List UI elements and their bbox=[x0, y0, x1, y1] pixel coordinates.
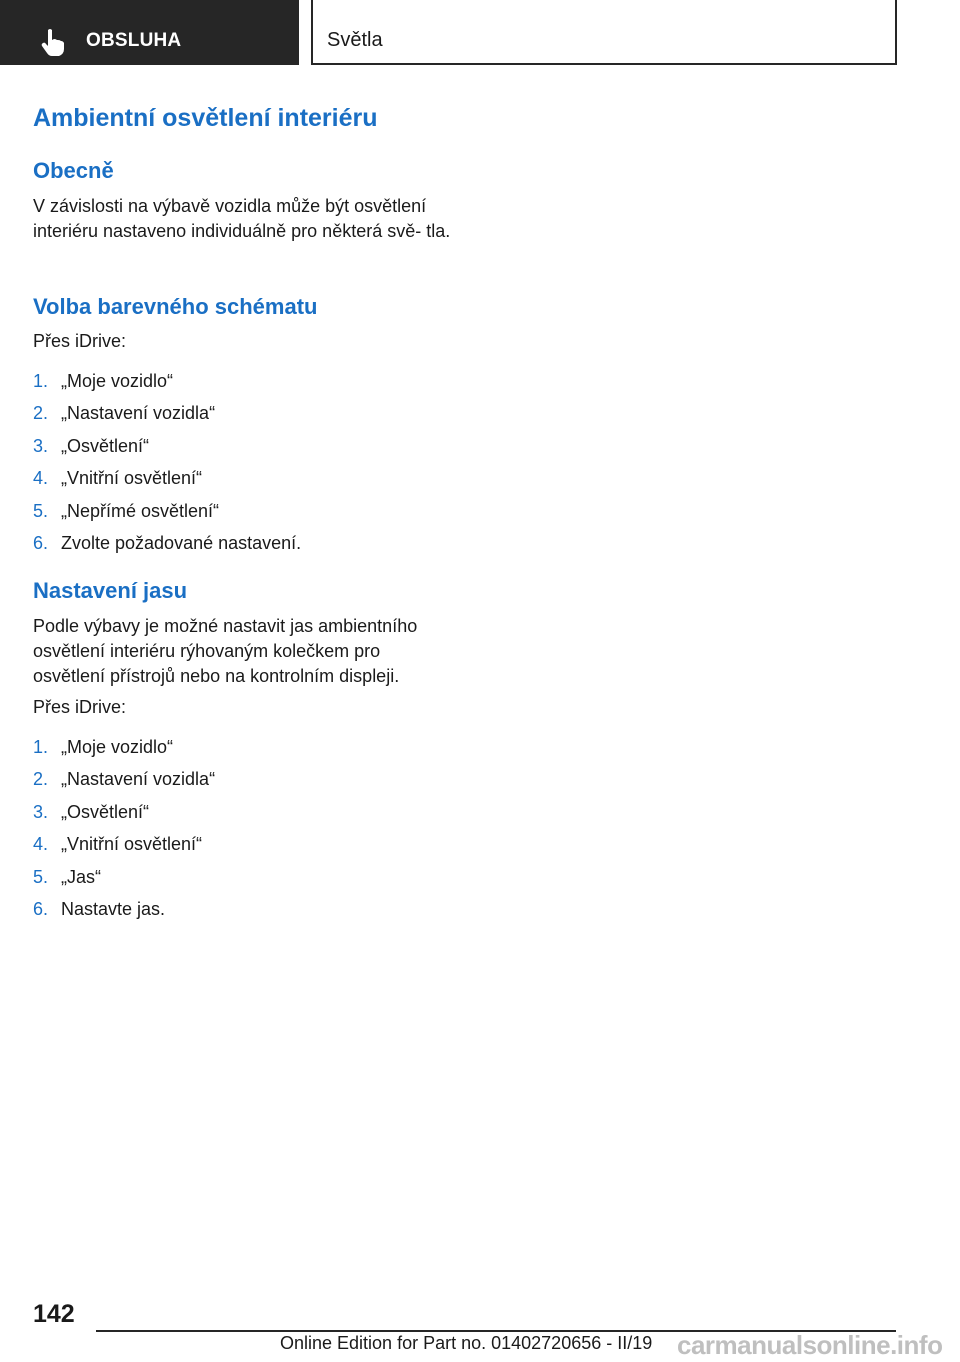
chapter-title: Světla bbox=[327, 29, 383, 51]
brightness-steps bbox=[33, 736, 453, 930]
list-item: 5. „Jas“ bbox=[33, 866, 101, 887]
page-title: Ambientní osvětlení interiéru bbox=[33, 104, 378, 132]
list-item: 2. „Nastavení vozidla“ bbox=[33, 403, 216, 424]
chapter-tab bbox=[311, 0, 897, 65]
list-item: 6. Zvolte požadované nastavení. bbox=[33, 532, 302, 553]
general-text: V závislosti na výbavě vozidla může být osvětlení interiéru nastaveno individuálně pro některá svě- tla. bbox=[33, 196, 451, 241]
list-item: 1. „Moje vozidlo“ bbox=[33, 371, 174, 391]
list-item: 6. Nastavte jas. bbox=[33, 898, 166, 919]
list-item: 1. „Moje vozidlo“ bbox=[33, 737, 174, 757]
color-scheme-intro: Přes iDrive: bbox=[33, 331, 127, 351]
list-item: 5. „Nepřímé osvětlení“ bbox=[33, 500, 220, 521]
list-item: 4. „Vnitřní osvětlení“ bbox=[33, 468, 203, 489]
watermark: carmanualsonline.info bbox=[677, 1330, 943, 1360]
color-scheme-steps bbox=[33, 370, 453, 564]
hand-pointer-icon bbox=[40, 28, 66, 56]
page-number: 142 bbox=[33, 1300, 75, 1328]
heading-color-scheme: Volba barevného schématu bbox=[33, 294, 318, 319]
list-item: 2. „Nastavení vozidla“ bbox=[33, 769, 216, 790]
brightness-text: Podle výbavy je možné nastavit jas ambientního osvětlení interiéru rýhovaným kolečkem pro osvětlení přístrojů nebo na kontrolním displeji. bbox=[33, 616, 418, 686]
list-item: 3. „Osvětlení“ bbox=[33, 801, 150, 822]
section-tab bbox=[0, 0, 299, 65]
list-item: 4. „Vnitřní osvětlení“ bbox=[33, 834, 203, 855]
footer-edition: Online Edition for Part no. 01402720656 - II/19 bbox=[280, 1333, 653, 1353]
brightness-intro: Přes iDrive: bbox=[33, 697, 127, 717]
heading-general: Obecně bbox=[33, 158, 114, 183]
heading-brightness: Nastavení jasu bbox=[33, 578, 188, 603]
list-item: 3. „Osvětlení“ bbox=[33, 435, 150, 456]
section-title: OBSLUHA bbox=[86, 30, 182, 51]
